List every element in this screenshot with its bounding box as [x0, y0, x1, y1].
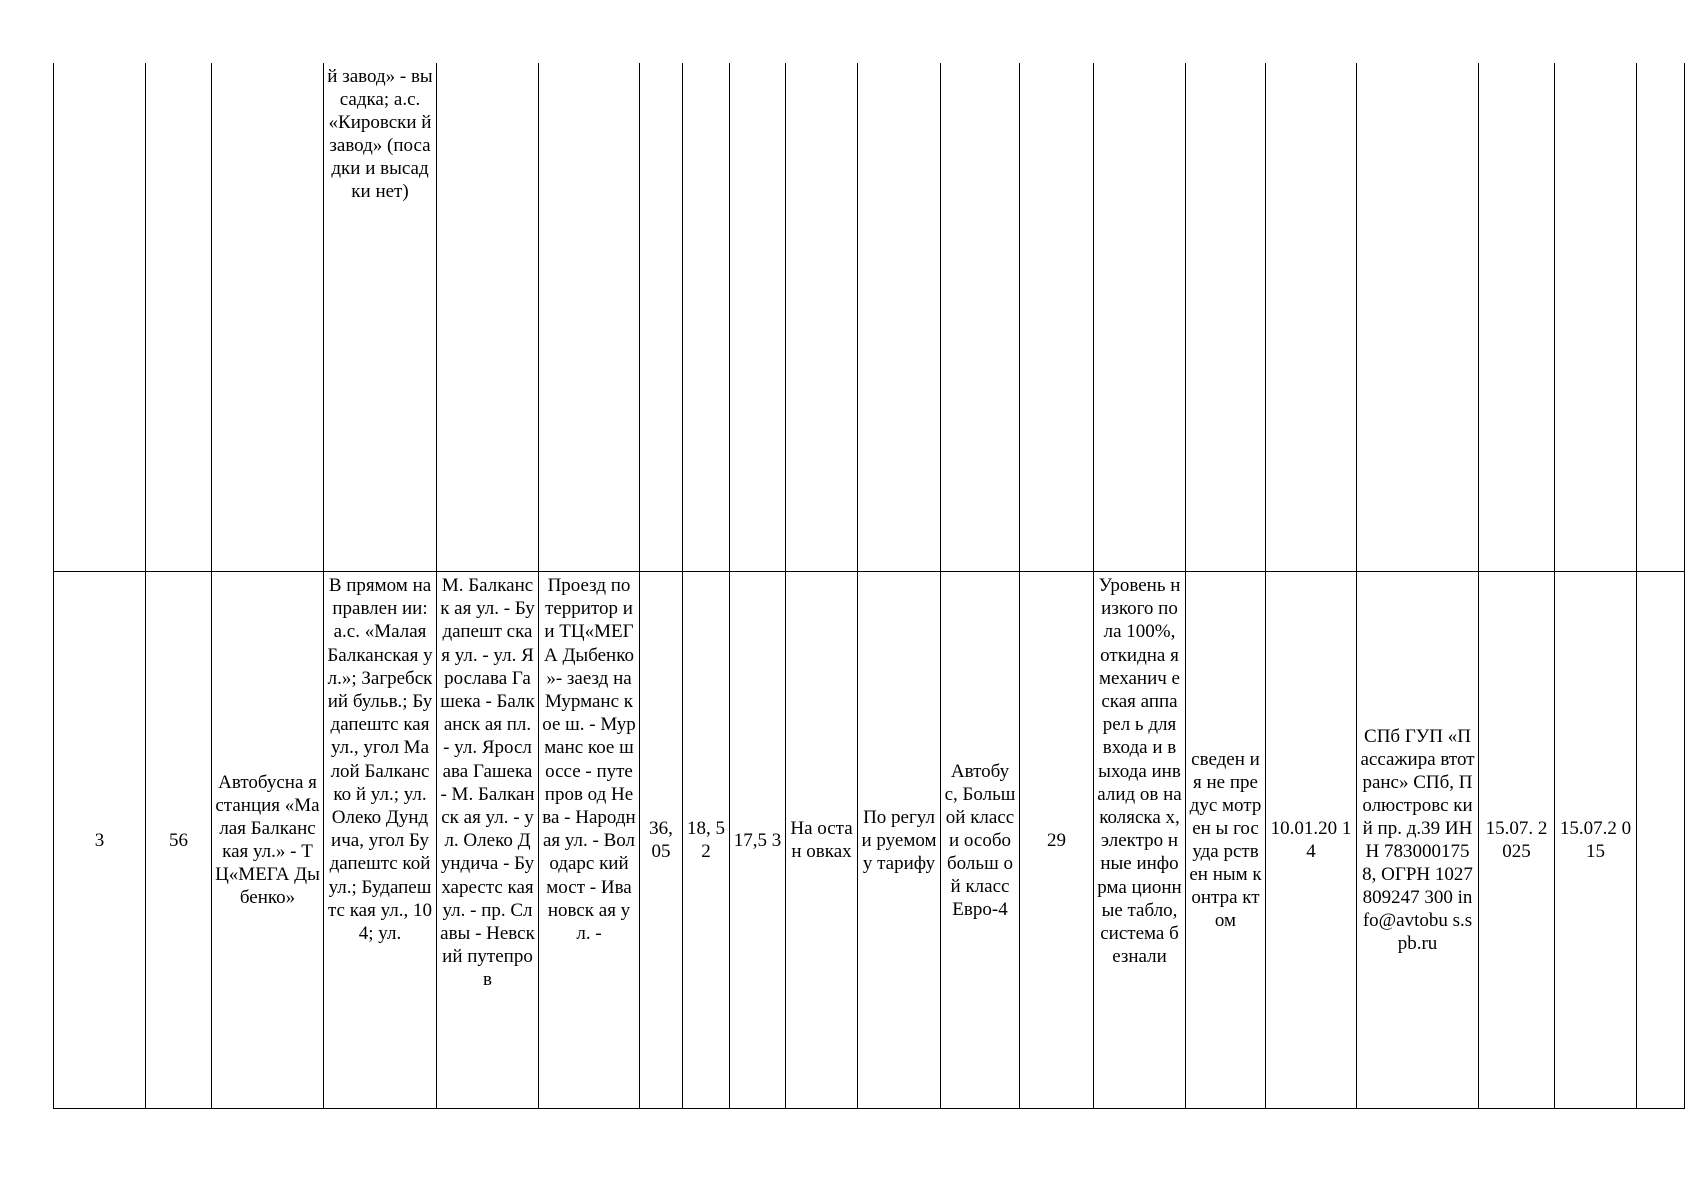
cell-route-number: [146, 63, 212, 572]
cell-extra: [1637, 63, 1685, 572]
cell-boarding-order: На остан овках: [786, 572, 858, 1109]
cell-carrier: [1357, 63, 1479, 572]
cell-vehicle-type: [941, 63, 1020, 572]
cell-length-total: 36, 05: [640, 572, 683, 1109]
cell-route-name: [212, 63, 324, 572]
cell-date-b: [1555, 63, 1637, 572]
cell-start-date: [1266, 63, 1357, 572]
cell-contract-info: сведен ия не предус мотрен ы госуда рствен ным контра ктом: [1186, 572, 1266, 1109]
cell-vehicle-type: Автобу с, Больш ой класс и особо больш ой класс Евро-4: [941, 572, 1020, 1109]
cell-length-reverse: [730, 63, 786, 572]
cell-streets: М. Балканск ая ул. - Будапешт ская ул. - ул. Ярослава Гашека - Балканск ая пл. - ул. Ярослава Гашека - М. Балканск ая ул. - ул. Олеко Дундича - Бухарестс кая ул. - пр. Славы - Невский путепров: [437, 572, 539, 1109]
stops-forward-tail: й завод» - высадка; а.с. «Кировски й завод» (посадки и высадки нет): [327, 66, 433, 202]
cell-date-a: 15.07. 2025: [1479, 572, 1555, 1109]
cell-route-notes: Проезд по территор ии ТЦ«МЕГ А Дыбенко »- заезд на Мурманс кое ш. - Мурманс кое шоссе - путепров од Нева - Народная ул. - Володарс кий мост - Ивановск ая ул. -: [539, 572, 640, 1109]
cell-number: 3: [54, 572, 146, 1109]
cell-date-b: 15.07.2 015: [1555, 572, 1637, 1109]
cell-length-reverse: 17,5 3: [730, 572, 786, 1109]
route-register-table: [53, 63, 1685, 1109]
cell-carrier: СПб ГУП «Пассажира втотранс» СПб, Полюстровс кий пр. д.39 ИНН 7830001758, ОГРН 1027809247 300 info@avtobu s.spb.ru: [1357, 572, 1479, 1109]
cell-stops: [324, 63, 437, 572]
cell-length-forward: 18, 52: [683, 572, 730, 1109]
cell-length-total: [640, 63, 683, 572]
cell-contract-info: [1186, 63, 1266, 572]
cell-tariff: [858, 63, 941, 572]
cell-boarding-order: [786, 63, 858, 572]
cell-vehicle-features: [1094, 63, 1186, 572]
cell-start-date: 10.01.20 14: [1266, 572, 1357, 1109]
cell-vehicle-count: 29: [1020, 572, 1094, 1109]
cell-stops: В прямом направлен ии: а.с. «Малая Балканская ул.»; Загребский бульв.; Будапештс кая ул., угол Малой Балканско й ул.; ул. Олеко Дундича, угол Будапештс кой ул.; Будапештс кая ул., 104; ул.: [324, 572, 437, 1109]
cell-route-number: 56: [146, 572, 212, 1109]
cell-route-notes: [539, 63, 640, 572]
cell-length-forward: [683, 63, 730, 572]
cell-streets: [437, 63, 539, 572]
cell-route-name: Автобусна я станция «Малая Балканская ул.» - ТЦ«МЕГА Дыбенко»: [212, 572, 324, 1109]
cell-date-a: [1479, 63, 1555, 572]
table-row: [54, 63, 1685, 572]
cell-number: [54, 63, 146, 572]
cell-extra: [1637, 572, 1685, 1109]
cell-vehicle-features: Уровень низкого пола 100%, откидна я механич еская аппарел ь для входа и выхода инвалид ов на коляска х, электро нные информа ционные табло, система безнали: [1094, 572, 1186, 1109]
table-row: [54, 572, 1685, 1109]
cell-tariff: По регули руемом у тарифу: [858, 572, 941, 1109]
cell-vehicle-count: [1020, 63, 1094, 572]
